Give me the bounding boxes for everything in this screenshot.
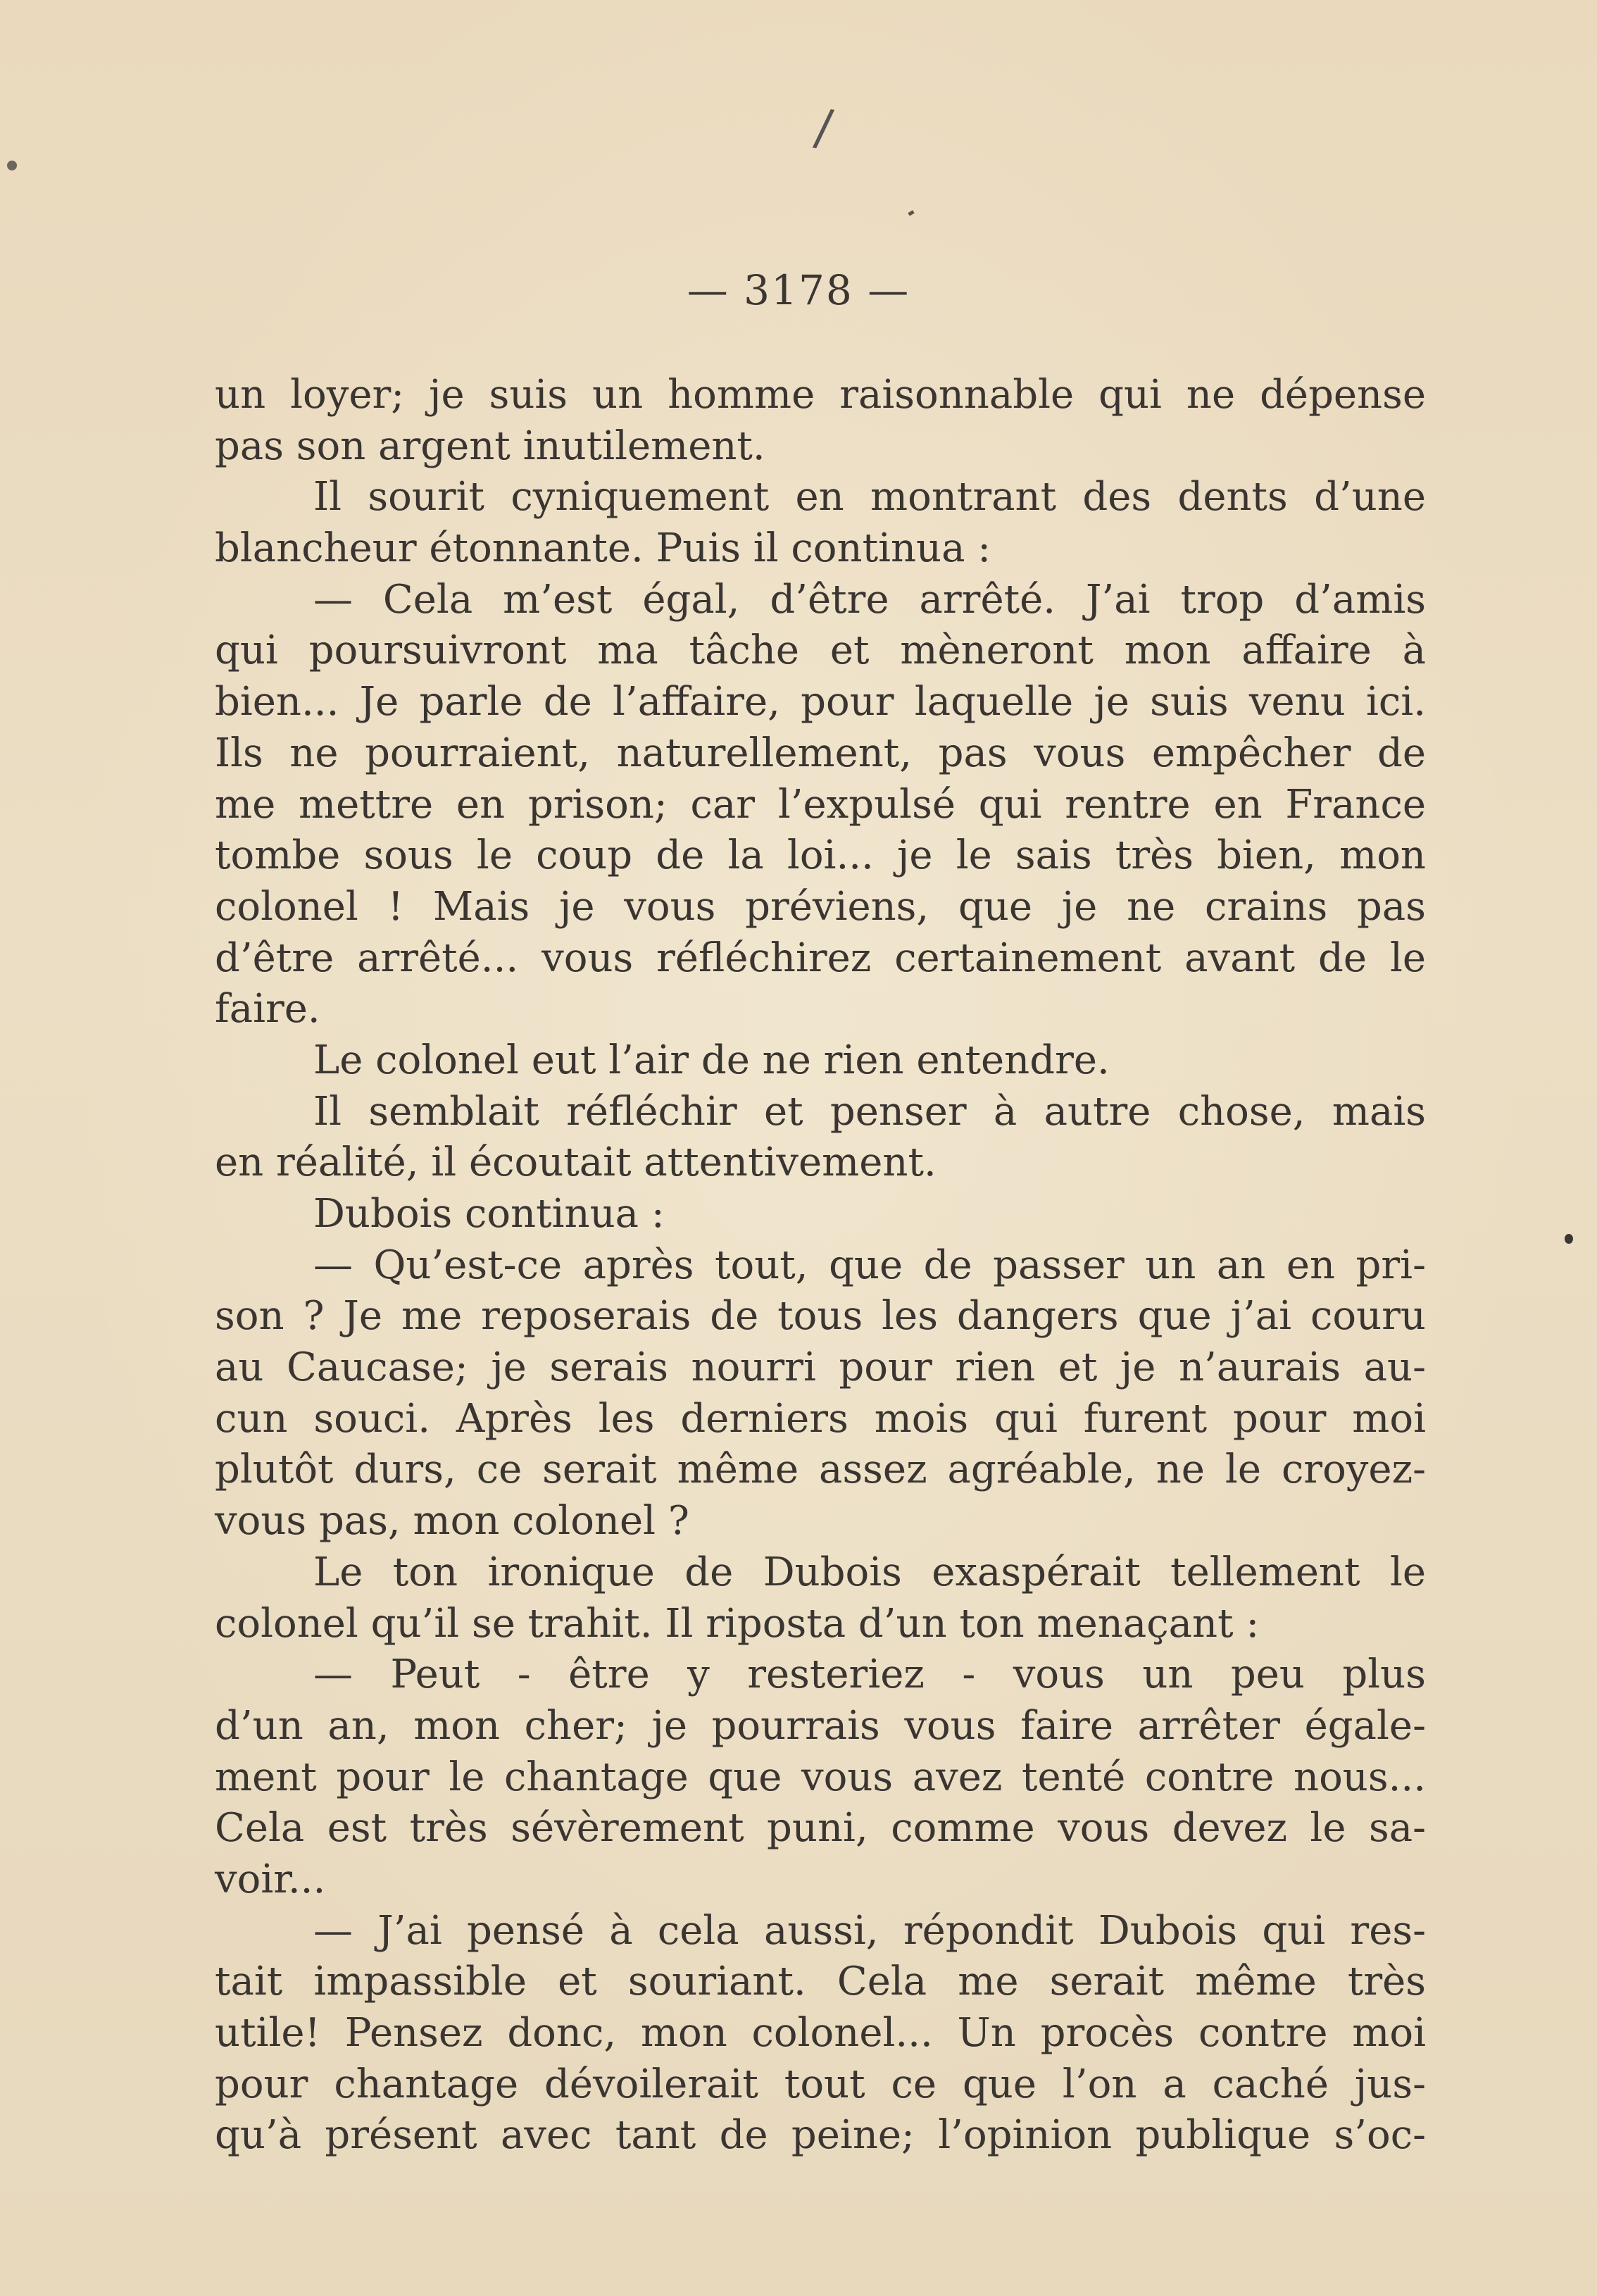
text-line: Le ton ironique de Dubois exaspérait tellement le xyxy=(313,1549,1426,1595)
text-line: Cela est très sévèrement puni, comme vous devez le sa- xyxy=(215,1805,1426,1852)
body-text xyxy=(215,370,1426,2161)
page-number: — 3178 — xyxy=(687,266,910,314)
text-line: Il sourit cyniquement en montrant des dents d’une xyxy=(313,474,1426,520)
ink-speck-icon xyxy=(7,161,17,170)
text-line: bien... Je parle de l’affaire, pour laquelle je suis venu ici. xyxy=(215,679,1426,725)
text-line: voir... xyxy=(215,1856,326,1902)
ink-speck-icon xyxy=(1565,1234,1573,1244)
text-line: plutôt durs, ce serait même assez agréable, ne le croyez- xyxy=(215,1447,1426,1493)
text-line: utile! Pensez donc, mon colonel... Un procès contre moi xyxy=(215,2010,1426,2056)
text-line: faire. xyxy=(215,986,320,1032)
pencil-mark: / xyxy=(811,97,837,158)
text-line: — Peut - être y resteriez - vous un peu plus xyxy=(313,1652,1426,1698)
text-line: me mettre en prison; car l’expulsé qui rentre en France xyxy=(215,781,1426,828)
text-line: d’un an, mon cher; je pourrais vous faire arrêter égale- xyxy=(215,1702,1426,1749)
text-line: Le colonel eut l’air de ne rien entendre. xyxy=(313,1037,1110,1083)
text-line: blancheur étonnante. Puis il continua : xyxy=(215,525,991,572)
text-line: — Qu’est-ce après tout, que de passer un an en pri- xyxy=(313,1242,1426,1288)
text-line: pour chantage dévoilerait tout ce que l’on a caché jus- xyxy=(215,2061,1426,2107)
text-line: qui poursuivront ma tâche et mèneront mon affaire à xyxy=(215,628,1426,674)
text-line: en réalité, il écoutait attentivement. xyxy=(215,1140,937,1186)
text-line: colonel ! Mais je vous préviens, que je ne crains pas xyxy=(215,883,1426,930)
text-line: ment pour le chantage que vous avez tenté contre nous... xyxy=(215,1754,1426,1800)
text-line: son ? Je me reposerais de tous les dangers que j’ai couru xyxy=(215,1293,1426,1340)
text-line: — Cela m’est égal, d’être arrêté. J’ai trop d’amis xyxy=(313,576,1426,623)
text-line: pas son argent inutilement. xyxy=(215,423,765,469)
text-line: tombe sous le coup de la loi... je le sais très bien, mon xyxy=(215,832,1426,879)
text-line: un loyer; je suis un homme raisonnable qui ne dépense xyxy=(215,372,1426,418)
text-line: cun souci. Après les derniers mois qui furent pour moi xyxy=(215,1395,1426,1442)
text-line: Dubois continua : xyxy=(313,1191,665,1237)
text-line: vous pas, mon colonel ? xyxy=(215,1498,689,1545)
ink-speck-icon xyxy=(908,210,914,216)
text-line: d’être arrêté... vous réfléchirez certainement avant de le xyxy=(215,935,1426,981)
text-line: Ils ne pourraient, naturellement, pas vous empêcher de xyxy=(215,730,1426,776)
text-line: — J’ai pensé à cela aussi, répondit Dubois qui res- xyxy=(313,1907,1426,1954)
text-line: tait impassible et souriant. Cela me serait même très xyxy=(215,1959,1426,2005)
text-line: colonel qu’il se trahit. Il riposta d’un ton menaçant : xyxy=(215,1600,1260,1647)
text-line: au Caucase; je serais nourri pour rien et je n’aurais au- xyxy=(215,1344,1426,1391)
text-line: Il semblait réfléchir et penser à autre chose, mais xyxy=(313,1088,1426,1135)
text-line: qu’à présent avec tant de peine; l’opinion publique s’oc- xyxy=(215,2112,1426,2159)
